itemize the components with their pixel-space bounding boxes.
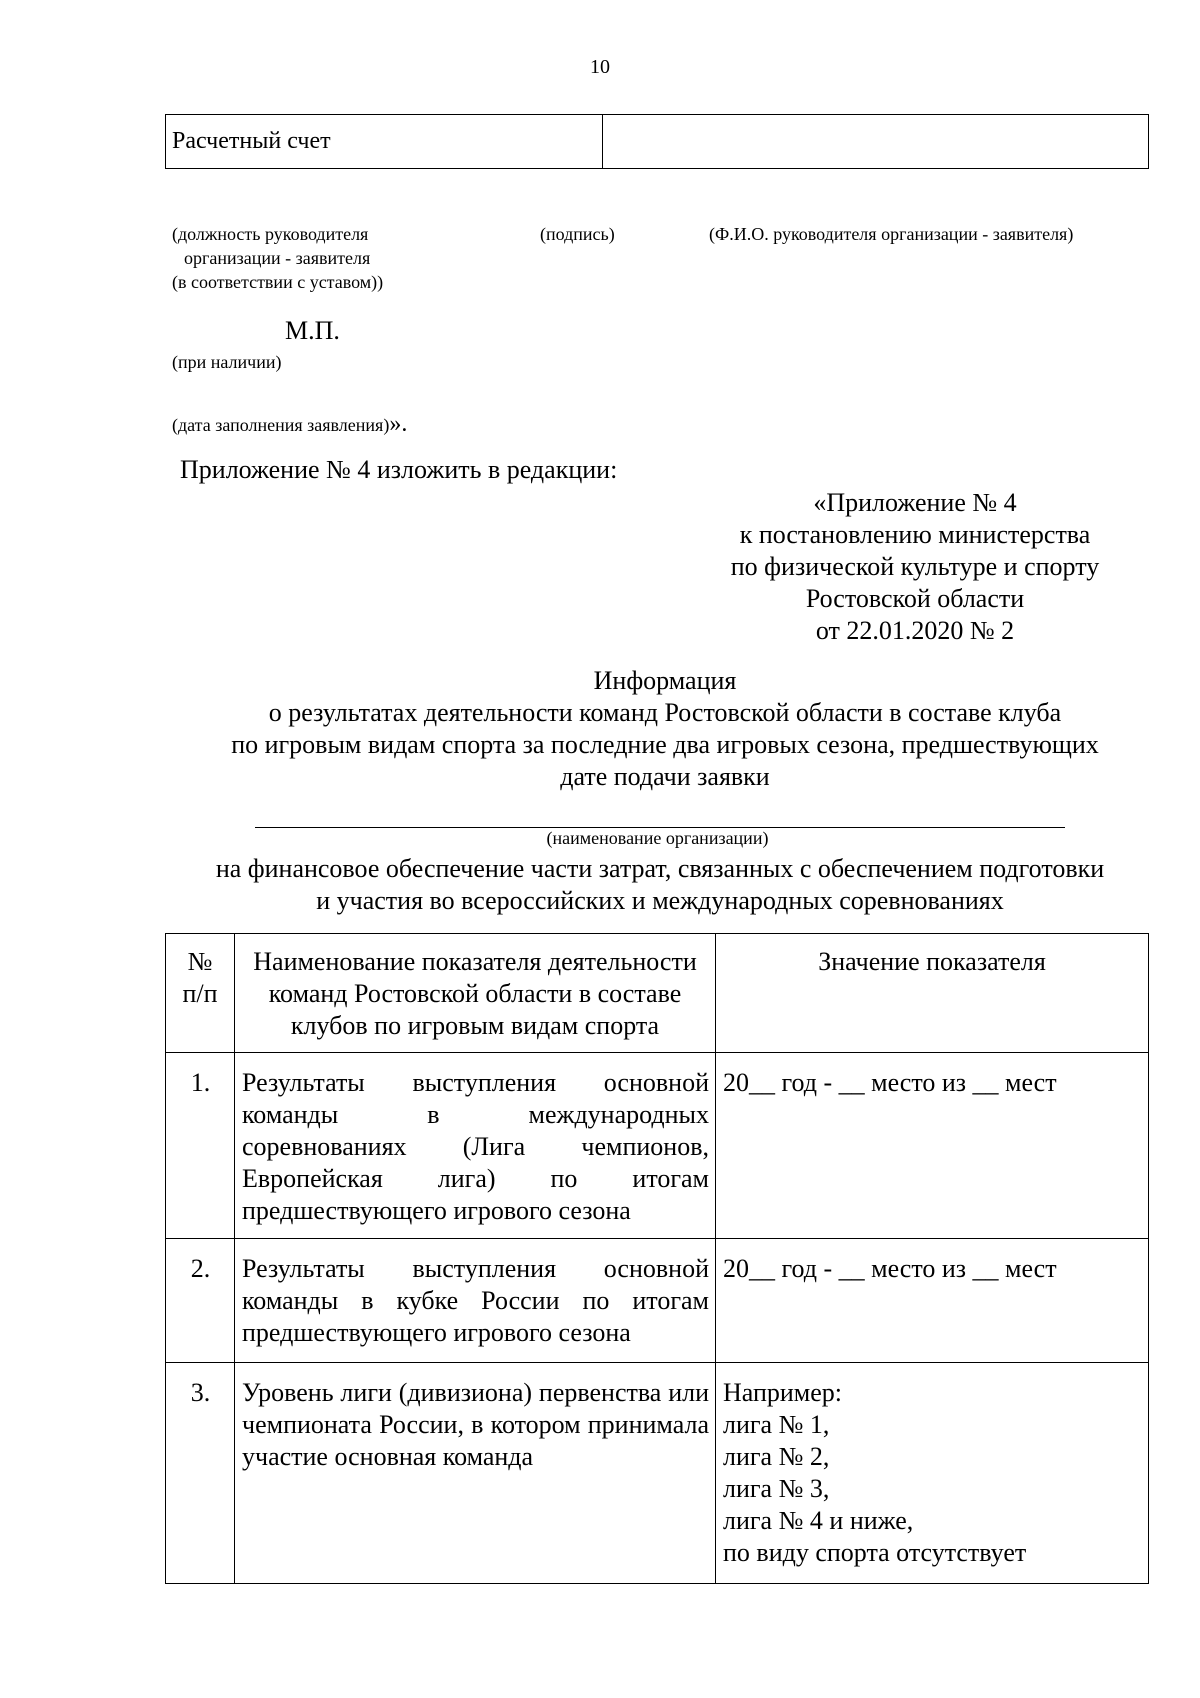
row-value-line: лига № 3, [723, 1474, 830, 1503]
organization-caption: (наименование организации) [546, 828, 769, 848]
table-header-row [166, 934, 1149, 1053]
table-row [166, 1053, 1149, 1239]
page-number: 10 [590, 56, 610, 78]
title-line: о результатах деятельности команд Ростовской области в составе клуба [268, 698, 1062, 727]
table-row [166, 1239, 1149, 1363]
caption-position-line: (должность руководителя [172, 224, 369, 244]
row-value-line: лига № 1, [723, 1410, 830, 1439]
account-label: Расчетный счет [166, 115, 603, 169]
row-value [716, 1053, 1149, 1239]
caption-position [172, 222, 462, 294]
title-line: по игровым видам спорта за последние два игровых сезона, предшествующих [231, 730, 1099, 759]
date-note-closer: ». [389, 411, 408, 437]
appendix-line: Ростовской области [805, 584, 1025, 613]
title-heading: Информация [593, 666, 737, 695]
row-value-line: лига № 2, [723, 1442, 830, 1471]
row-value-line: 20__ год - __ место из __ мест [723, 1068, 1057, 1097]
row-value-line: лига № 4 и ниже, [723, 1506, 914, 1535]
appendix-block [690, 487, 1140, 647]
caption-fio: (Ф.И.О. руководителя организации - заявителя) [709, 224, 1074, 244]
header-num-line: п/п [182, 979, 218, 1008]
header-value: Значение показателя [716, 934, 1149, 1053]
row-value-line: 20__ год - __ место из __ мест [723, 1254, 1057, 1283]
date-note [172, 412, 407, 437]
caption-signature: (подпись) [540, 224, 615, 244]
purpose-text [150, 853, 1170, 917]
appendix-line: от 22.01.2020 № 2 [815, 616, 1015, 645]
header-name: Наименование показателя деятельности команд Ростовской области в составе клубов по игровым видам спорта [235, 934, 716, 1053]
row-value [716, 1239, 1149, 1363]
purpose-line: и участия во всероссийских и международных соревнованиях [316, 886, 1004, 915]
caption-position-line: (в соответствии с уставом)) [172, 272, 384, 292]
purpose-line: на финансовое обеспечение части затрат, связанных с обеспечением подготовки [215, 854, 1105, 883]
table-row [166, 1363, 1149, 1584]
row-name: Результаты выступления основной команды в международных соревнованиях (Лига чемпионов, Европейская лига) по итогам предшествующего игрового сезона [235, 1053, 716, 1239]
row-name: Уровень лиги (дивизиона) первенства или чемпионата России, в котором принимала участие основная команда [235, 1363, 716, 1584]
stamp-label: М.П. [285, 316, 340, 345]
document-title [140, 665, 1190, 793]
title-line: дате подачи заявки [560, 762, 770, 791]
appendix-line: «Приложение № 4 [813, 488, 1017, 517]
row-num: 3. [166, 1363, 235, 1584]
header-num-line: № [187, 947, 213, 976]
stamp-note: (при наличии) [172, 352, 282, 372]
date-note-text: (дата заполнения заявления) [172, 415, 390, 435]
row-num: 2. [166, 1239, 235, 1363]
account-table [165, 114, 1149, 169]
row-value [716, 1363, 1149, 1584]
account-value-cell [603, 115, 1149, 169]
row-num: 1. [166, 1053, 235, 1239]
edit-instruction: Приложение № 4 изложить в редакции: [180, 455, 618, 484]
caption-position-line: организации - заявителя [184, 248, 371, 268]
indicators-table [165, 933, 1149, 1584]
appendix-line: по физической культуре и спорту [730, 552, 1100, 581]
account-row [166, 115, 1149, 169]
row-value-line: по виду спорта отсутствует [723, 1538, 1027, 1567]
row-value-line: Например: [723, 1378, 843, 1407]
appendix-line: к постановлению министерства [739, 520, 1091, 549]
row-name: Результаты выступления основной команды в кубке России по итогам предшествующего игрового сезона [235, 1239, 716, 1363]
header-num [166, 934, 235, 1053]
